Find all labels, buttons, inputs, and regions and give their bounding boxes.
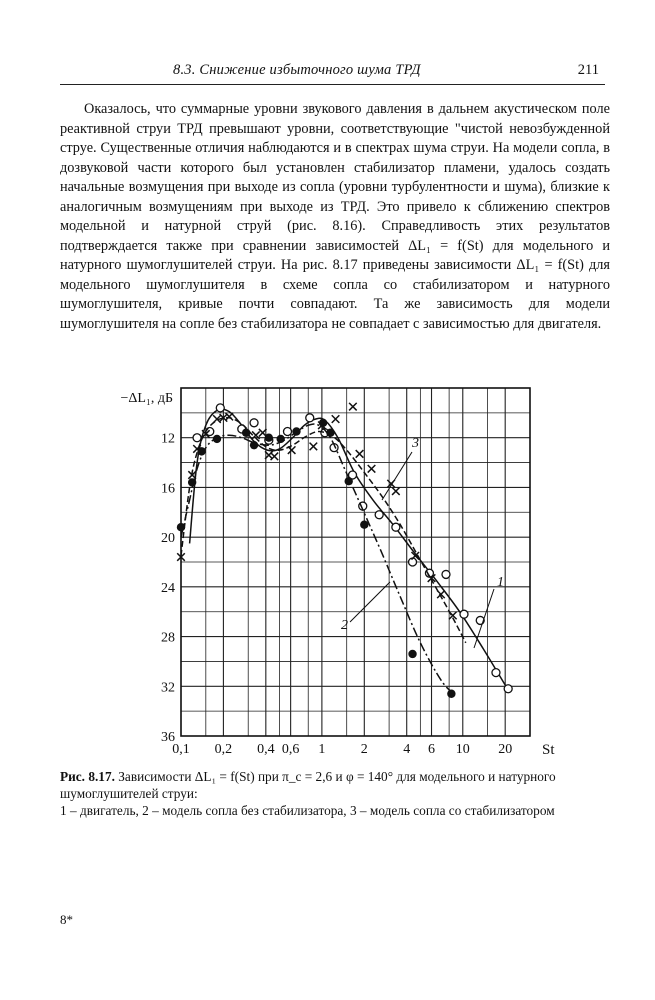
caption-text: Зависимости ΔL₁ = f(St) при π_c = 2,6 и φ = 140° для модельного и натурного шумоглушителей струи: — [60, 769, 556, 801]
y-tick-label: 32 — [161, 680, 175, 696]
data-point-cross — [271, 453, 279, 461]
data-point-cross — [332, 415, 340, 423]
x-tick-label: 4 — [403, 742, 411, 757]
data-point-open — [283, 428, 291, 436]
chart — [0, 380, 655, 770]
data-point-open — [460, 610, 468, 618]
curve-label: 3 — [412, 436, 419, 451]
series-1 — [190, 404, 513, 693]
data-point-filled — [213, 435, 221, 443]
data-point-cross — [288, 446, 296, 454]
body-text — [60, 100, 610, 334]
data-point-filled — [250, 441, 258, 449]
y-tick-label: 16 — [161, 481, 175, 497]
x-tick-label: 20 — [498, 742, 513, 757]
curve-label: 2 — [341, 618, 348, 633]
caption-legend: 1 – двигатель, 2 – модель сопла без стабилизатора, 3 – модель сопла со стабилизатором — [60, 803, 555, 818]
grid — [181, 388, 530, 736]
x-axis-label: St — [542, 742, 555, 758]
y-axis-label: −ΔL₁, дБ — [120, 391, 173, 406]
data-point-cross — [368, 465, 376, 473]
data-point-filled — [188, 478, 196, 486]
x-tick-label: 6 — [428, 742, 436, 757]
data-point-open — [250, 419, 258, 427]
x-tick-label: 0,1 — [172, 742, 190, 757]
data-point-cross — [349, 403, 357, 411]
data-point-open — [392, 523, 400, 531]
x-tick-label: 0,2 — [214, 742, 233, 757]
curve-leader — [350, 582, 390, 622]
y-tick-label: 28 — [161, 630, 175, 646]
data-point-open — [375, 511, 383, 519]
x-tick-label: 0,6 — [281, 742, 300, 757]
data-point-filled — [265, 434, 273, 442]
x-tick-label: 1 — [318, 742, 326, 757]
series-layer — [177, 403, 512, 698]
data-point-open — [504, 685, 512, 693]
figure-8-17 — [0, 380, 655, 770]
curve-label: 1 — [497, 575, 504, 590]
data-point-filled — [345, 477, 353, 485]
data-point-open — [492, 669, 500, 677]
running-header — [60, 62, 605, 85]
data-point-filled — [447, 690, 455, 698]
signature-mark: 8* — [60, 912, 73, 927]
section-title: 8.3. Снижение избыточного шума ТРД — [173, 62, 421, 78]
data-point-filled — [360, 521, 368, 529]
y-tick-label: 36 — [161, 730, 175, 745]
data-point-cross — [225, 413, 233, 421]
y-tick-label: 12 — [161, 431, 175, 447]
caption-label: Рис. 8.17. — [60, 769, 115, 784]
data-point-cross — [392, 487, 400, 495]
x-tick-label: 2 — [360, 742, 368, 757]
x-tick-label: 10 — [455, 742, 470, 757]
y-tick-label: 20 — [161, 531, 175, 547]
data-point-cross — [310, 443, 318, 451]
x-tick-label: 0,4 — [257, 742, 275, 757]
figure-caption — [60, 768, 600, 819]
y-tick-label: 24 — [161, 580, 175, 596]
data-point-cross — [356, 450, 364, 458]
data-point-filled — [292, 427, 300, 435]
data-point-open — [216, 404, 224, 412]
page-number: 211 — [577, 62, 599, 78]
data-point-filled — [242, 429, 250, 437]
data-point-filled — [276, 435, 284, 443]
data-point-open — [442, 570, 450, 578]
data-point-filled — [408, 650, 416, 658]
data-point-open — [306, 414, 314, 422]
body-paragraph: Оказалось, что суммарные уровни звукового давления в дальнем акустическом поле реактивной струи ТРД превышают уровни, соответствующие "чистой невозбужденной струе. Существенные отличия наблюдаются и в спектрах шума струи. На модели сопла, в дозвуковой части которого был установлен стабилизатор пламени, удалось создать начальные возмущения при выходе из сопла (уровни турбулентности и шума), близкие к аналогичным возмущениям при выходе из ТРД. Это привело к сближению спектров модельной и натурной струй (рис. 8.16). Справедливость этих результатов подтверждается также при сравнении зависимостей ΔL₁ = f(St) для модельного и натурного шумоглушителей струи. На рис. 8.17 приведены зависимости ΔL₁ = f(St) для модельного шумоглушителя в схеме сопла со стабилизатором и натурного шумоглушителя, кривые почти совпадают. Та же зависимость для модели шумоглушителя на сопле без стабилизатора не совпадает с зависимостью для двигателя. — [60, 101, 610, 332]
data-point-open — [193, 434, 201, 442]
series-line-1 — [190, 409, 509, 690]
